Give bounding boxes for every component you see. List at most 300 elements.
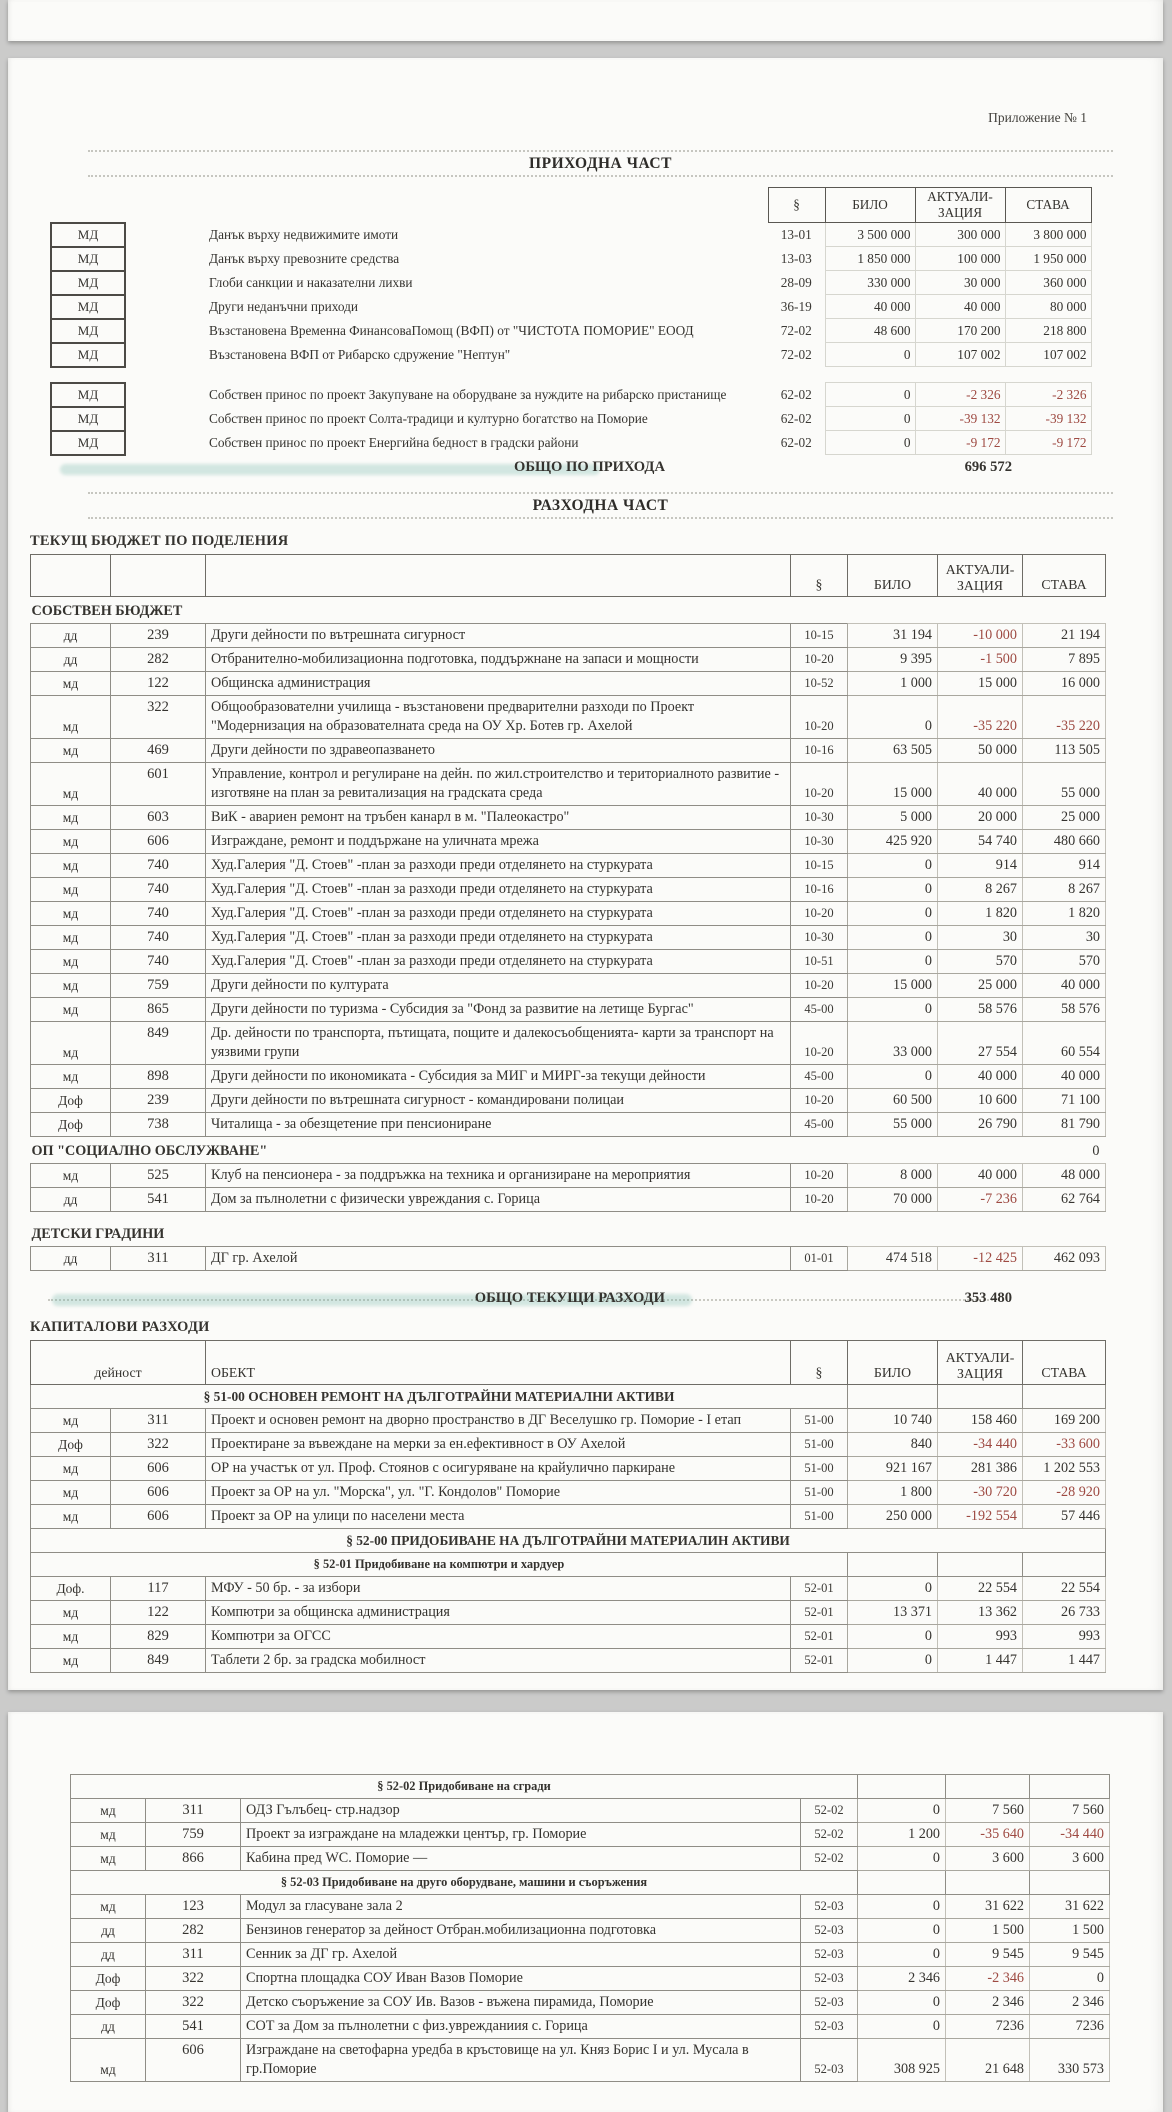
was-cell: 0 — [825, 383, 915, 407]
was-cell: 15 000 — [848, 973, 938, 997]
was-cell: 0 — [848, 1064, 938, 1088]
expense-row — [31, 1246, 1106, 1270]
activity-code-cell: 606 — [111, 1480, 206, 1504]
section-52-00 — [31, 1528, 1106, 1552]
activity-code-cell: 239 — [111, 623, 206, 647]
paragraph-cell: 52-01 — [791, 1624, 848, 1648]
dept-type-cell: мд — [31, 762, 111, 805]
stava-cell: 113 505 — [1023, 738, 1106, 762]
actualization-cell: 31 622 — [946, 1895, 1030, 1919]
section-stava-value: 0 — [1092, 1142, 1100, 1159]
section-label: § 52-02 Придобиване на сгради — [71, 1775, 858, 1799]
was-cell: 474 518 — [848, 1246, 938, 1270]
paragraph-cell: 51-00 — [791, 1432, 848, 1456]
paragraph-cell: 45-00 — [791, 1112, 848, 1136]
stava-cell: 218 800 — [1005, 319, 1091, 343]
desc-cell: Компютри за ОГСС — [206, 1624, 791, 1648]
actualization-cell: 2 346 — [946, 1991, 1030, 2015]
was-cell: 33 000 — [848, 1021, 938, 1064]
activity-code-cell: 740 — [111, 877, 206, 901]
dept-type-cell: мд — [31, 671, 111, 695]
actualization-cell: 570 — [938, 949, 1023, 973]
col-actualization — [938, 1340, 1023, 1384]
desc-cell: Собствен принос по проект Закупуване на оборудване за нуждите на рибарско пристанище — [209, 386, 727, 402]
was-cell: 70 000 — [848, 1187, 938, 1211]
stava-cell: 48 000 — [1023, 1163, 1106, 1187]
actualization-cell: 13 362 — [938, 1600, 1023, 1624]
revenue-row — [51, 295, 1091, 319]
paragraph-cell: 13-03 — [780, 250, 812, 266]
stava-cell: 22 554 — [1023, 1576, 1106, 1600]
actualization-cell: -35 640 — [946, 1823, 1030, 1847]
actualization-cell: -192 554 — [938, 1504, 1023, 1528]
stava-cell: 462 093 — [1023, 1246, 1106, 1270]
activity-code-cell: 117 — [111, 1576, 206, 1600]
desc-cell: СОТ за Дом за пълнолетни с физ.уврежданиия с. Горица — [241, 2015, 801, 2039]
paragraph-cell: 62-02 — [780, 386, 812, 402]
activity-code-cell: 322 — [146, 1967, 241, 1991]
desc-cell: Проект и основен ремонт на дворно пространство в ДГ Веселушко гр. Поморие - I етап — [206, 1408, 791, 1432]
dept-type-cell: Доф — [71, 1991, 146, 2015]
paragraph-cell: 10-15 — [791, 623, 848, 647]
stava-cell: -9 172 — [1005, 431, 1091, 455]
desc-cell: Други дейности по туризма - Субсидия за "Фонд за развитие на летище Бургас" — [206, 997, 791, 1021]
capital-row — [31, 1624, 1106, 1648]
capital-row — [31, 1480, 1106, 1504]
stava-cell: 30 — [1023, 925, 1106, 949]
desc-cell: Данък върху превозните средства — [209, 250, 400, 266]
actualization-cell: -12 425 — [938, 1246, 1023, 1270]
expense-row — [31, 695, 1106, 738]
stava-cell: 16 000 — [1023, 671, 1106, 695]
stava-cell: 1 950 000 — [1005, 247, 1091, 271]
actualization-cell: 170 200 — [915, 319, 1005, 343]
was-cell: 60 500 — [848, 1088, 938, 1112]
revenue-row — [51, 271, 1091, 295]
paragraph-cell: 51-00 — [791, 1408, 848, 1432]
activity-code-cell: 541 — [146, 2015, 241, 2039]
dept-type-cell: МД — [51, 247, 125, 271]
paragraph-cell: 10-20 — [791, 1163, 848, 1187]
section-52-01 — [31, 1552, 1106, 1576]
dept-type-cell: дд — [31, 1187, 111, 1211]
paragraph-cell: 72-02 — [780, 322, 812, 338]
current-expense-total-row — [30, 1287, 1113, 1313]
dept-type-cell: мд — [31, 805, 111, 829]
actualization-cell: -2 346 — [946, 1967, 1030, 1991]
desc-cell: Дом за пълнолетни с физически увреждания с. Горица — [206, 1187, 791, 1211]
col-object: ОБЕКТ — [206, 1340, 791, 1384]
actualization-cell: -1 500 — [938, 647, 1023, 671]
stava-cell: 8 267 — [1023, 877, 1106, 901]
was-cell: 0 — [848, 1624, 938, 1648]
dept-type-cell: мд — [31, 949, 111, 973]
capital-expense-table-continued — [70, 1774, 1110, 2082]
desc-cell: Възстановена Временна ФинансоваПомощ (ВФП) от "ЧИСТОТА ПОМОРИЕ" ЕООД — [209, 322, 694, 338]
annex-number: Приложение № 1 — [988, 110, 1087, 125]
dept-type-cell: МД — [51, 295, 125, 319]
actualization-cell: 281 386 — [938, 1456, 1023, 1480]
actualization-cell: -34 440 — [938, 1432, 1023, 1456]
page-content — [30, 150, 1113, 1673]
paragraph-cell: 10-30 — [791, 925, 848, 949]
dept-type-cell: МД — [51, 407, 125, 431]
section-kindergartens — [31, 1220, 1106, 1247]
expense-row — [31, 1112, 1106, 1136]
activity-code-cell: 322 — [111, 1432, 206, 1456]
was-cell: 0 — [848, 1576, 938, 1600]
activity-code-cell: 282 — [146, 1919, 241, 1943]
stava-cell: 62 764 — [1023, 1187, 1106, 1211]
expense-row — [31, 1163, 1106, 1187]
was-cell: 0 — [858, 2015, 946, 2039]
section-label: § 51-00 ОСНОВЕН РЕМОНТ НА ДЪЛГОТРАЙНИ МАТЕРИАЛНИ АКТИВИ — [31, 1384, 848, 1408]
stava-cell: 31 622 — [1030, 1895, 1110, 1919]
revenue-row — [51, 223, 1091, 247]
desc-cell: Управление, контрол и регулиране на дейн. по жил.строителство и териториалното развитие - изготвяне на план за ревитализация на градската среда — [206, 762, 791, 805]
stava-cell: 7236 — [1030, 2015, 1110, 2039]
desc-cell: Худ.Галерия "Д. Стоев" -план за разходи преди отделянето на стуркурата — [206, 901, 791, 925]
stava-cell: 60 554 — [1023, 1021, 1106, 1064]
activity-code-cell: 740 — [111, 901, 206, 925]
activity-code-cell: 606 — [111, 1504, 206, 1528]
section-social-services — [31, 1136, 1106, 1163]
was-cell: 0 — [848, 1648, 938, 1672]
stava-cell: 9 545 — [1030, 1943, 1110, 1967]
paragraph-cell: 62-02 — [780, 434, 812, 450]
dept-type-cell: МД — [51, 223, 125, 247]
capital-row — [71, 1943, 1110, 1967]
revenue-total-label: ОБЩО ПО ПРИХОДА — [514, 458, 665, 475]
section-label: ОП "СОЦИАЛНО ОБСЛУЖВАНЕ" — [31, 1142, 268, 1159]
dept-type-cell: мд — [71, 1799, 146, 1823]
dept-type-cell: МД — [51, 431, 125, 455]
activity-code-cell: 282 — [111, 647, 206, 671]
actualization-cell: 10 600 — [938, 1088, 1023, 1112]
col-stava: СТАВА — [1023, 554, 1106, 596]
stava-cell: -2 326 — [1005, 383, 1091, 407]
activity-code-cell: 123 — [146, 1895, 241, 1919]
activity-code-cell: 606 — [111, 829, 206, 853]
desc-cell: Отбранително-мобилизационна подготовка, поддържнане на запаси и мощности — [206, 647, 791, 671]
next-budget-page — [8, 1712, 1163, 2112]
revenue-total-row — [30, 456, 1113, 482]
stava-cell: 26 733 — [1023, 1600, 1106, 1624]
paragraph-cell: 10-15 — [791, 853, 848, 877]
computer-acquisition-rows — [31, 1576, 1106, 1672]
capital-row — [71, 2015, 1110, 2039]
actualization-cell: 8 267 — [938, 877, 1023, 901]
expense-row — [31, 1021, 1106, 1064]
was-cell: 5 000 — [848, 805, 938, 829]
activity-code-cell: 239 — [111, 1088, 206, 1112]
desc-cell: Собствен принос по проект Енергийна бедност в градски райони — [209, 434, 579, 450]
stava-cell: 3 600 — [1030, 1847, 1110, 1871]
desc-cell: Общообразователни училища - възстановени предварителни разходи по Проект "Модернизация на образователната среда на ОУ Хр. Ботев гр. Ахелой — [206, 695, 791, 738]
dept-type-cell: Доф — [31, 1088, 111, 1112]
capital-row — [71, 1847, 1110, 1871]
desc-cell: Сенник за ДГ гр. Ахелой — [241, 1943, 801, 1967]
desc-cell: Худ.Галерия "Д. Стоев" -план за разходи преди отделянето на стуркурата — [206, 949, 791, 973]
stava-cell: 71 100 — [1023, 1088, 1106, 1112]
was-cell: 1 000 — [848, 671, 938, 695]
was-cell: 0 — [848, 695, 938, 738]
expense-row — [31, 973, 1106, 997]
revenue-row — [51, 407, 1091, 431]
activity-code-cell: 606 — [111, 1456, 206, 1480]
was-cell: 921 167 — [848, 1456, 938, 1480]
own-budget-rows — [31, 623, 1106, 1136]
actualization-cell: 100 000 — [915, 247, 1005, 271]
dept-type-cell: мд — [31, 1163, 111, 1187]
current-expense-total-label: ОБЩО ТЕКУЩИ РАЗХОДИ — [474, 1289, 665, 1306]
paragraph-cell: 10-52 — [791, 671, 848, 695]
dept-type-cell: дд — [71, 1943, 146, 1967]
actualization-cell: 58 576 — [938, 997, 1023, 1021]
activity-code-cell: 898 — [111, 1064, 206, 1088]
dept-type-cell: мд — [31, 1480, 111, 1504]
stava-cell: 58 576 — [1023, 997, 1106, 1021]
desc-cell: ВиК - авариен ремонт на тръбен канарл в м. "Палеокастро" — [206, 805, 791, 829]
was-cell: 0 — [848, 997, 938, 1021]
actualization-cell: 40 000 — [938, 1163, 1023, 1187]
dept-type-cell: дд — [71, 2015, 146, 2039]
dept-type-cell: МД — [51, 343, 125, 367]
desc-cell: Детско съоръжение за СОУ Ив. Вазов - въжена пирамида, Поморие — [241, 1991, 801, 2015]
was-cell: 15 000 — [848, 762, 938, 805]
dept-type-cell: мд — [31, 1624, 111, 1648]
paragraph-cell: 45-00 — [791, 1064, 848, 1088]
was-cell: 55 000 — [848, 1112, 938, 1136]
expense-row — [31, 805, 1106, 829]
was-cell: 1 850 000 — [825, 247, 915, 271]
paragraph-cell: 52-02 — [801, 1847, 858, 1871]
col-actualization-line1: АКТУАЛИ- — [927, 189, 993, 204]
revenue-rows — [51, 223, 1091, 367]
actualization-cell: 27 554 — [938, 1021, 1023, 1064]
dept-type-cell: Доф — [31, 1112, 111, 1136]
capital-row — [31, 1504, 1106, 1528]
col-paragraph: § — [768, 188, 825, 223]
col-actualization-line1: АКТУАЛИ- — [945, 1349, 1015, 1365]
actualization-cell: 1 500 — [946, 1919, 1030, 1943]
paragraph-cell: 52-03 — [801, 2039, 858, 2082]
desc-cell: Други дейности по вътрешната сигурност — [206, 623, 791, 647]
actualization-cell: 15 000 — [938, 671, 1023, 695]
section-label: § 52-03 Придобиване на друго оборудване, машини и съоръжения — [71, 1871, 858, 1895]
was-cell: 0 — [858, 1799, 946, 1823]
actualization-cell: 50 000 — [938, 738, 1023, 762]
expense-row — [31, 925, 1106, 949]
dept-type-cell: мд — [31, 877, 111, 901]
activity-code-cell: 322 — [111, 695, 206, 738]
section-52-02 — [71, 1775, 1110, 1799]
was-cell: 0 — [848, 925, 938, 949]
paragraph-cell: 52-03 — [801, 1895, 858, 1919]
stava-cell: 25 000 — [1023, 805, 1106, 829]
desc-cell: Модул за гласуване зала 2 — [241, 1895, 801, 1919]
actualization-cell: 158 460 — [938, 1408, 1023, 1432]
dept-type-cell: мд — [71, 1823, 146, 1847]
actualization-cell: -10 000 — [938, 623, 1023, 647]
activity-code-cell: 866 — [146, 1847, 241, 1871]
expense-row — [31, 829, 1106, 853]
dept-type-cell: мд — [31, 738, 111, 762]
actualization-cell: 22 554 — [938, 1576, 1023, 1600]
desc-cell: Худ.Галерия "Д. Стоев" -план за разходи преди отделянето на стуркурата — [206, 853, 791, 877]
actualization-cell: 54 740 — [938, 829, 1023, 853]
was-cell: 3 500 000 — [825, 223, 915, 247]
paragraph-cell: 52-03 — [801, 1991, 858, 2015]
activity-code-cell: 322 — [146, 1991, 241, 2015]
desc-cell: Худ.Галерия "Д. Стоев" -план за разходи преди отделянето на стуркурата — [206, 877, 791, 901]
col-activity: дейност — [31, 1340, 206, 1384]
col-stava: СТАВА — [1005, 188, 1091, 223]
expense-row — [31, 853, 1106, 877]
dept-type-cell: дд — [31, 647, 111, 671]
dept-type-cell: мд — [71, 1895, 146, 1919]
current-budget-subtitle: ТЕКУЩ БЮДЖЕТ ПО ПОДЕЛЕНИЯ — [30, 532, 289, 549]
desc-cell: Клуб на пенсионера - за поддръжка на техника и организиране на мероприятия — [206, 1163, 791, 1187]
was-cell: 0 — [848, 949, 938, 973]
paragraph-cell: 52-02 — [801, 1823, 858, 1847]
expense-row — [31, 949, 1106, 973]
capital-row — [71, 1799, 1110, 1823]
was-cell: 9 395 — [848, 647, 938, 671]
spacer-cell — [125, 383, 205, 407]
was-cell: 63 505 — [848, 738, 938, 762]
actualization-cell: 40 000 — [938, 762, 1023, 805]
col-was: БИЛО — [848, 554, 938, 596]
stava-cell: -28 920 — [1023, 1480, 1106, 1504]
desc-cell: Проект за ОР на улици по населени места — [206, 1504, 791, 1528]
paragraph-cell: 51-00 — [791, 1504, 848, 1528]
activity-code-cell: 740 — [111, 853, 206, 877]
stava-cell: 330 573 — [1030, 2039, 1110, 2082]
paragraph-cell: 10-51 — [791, 949, 848, 973]
desc-cell: Данък върху недвижимите имоти — [209, 226, 399, 242]
was-cell: 0 — [848, 853, 938, 877]
dept-type-cell: МД — [51, 319, 125, 343]
desc-cell: Изграждане на светофарна уредба в кръстовище на ул. Княз Борис I и ул. Мусала в гр.Поморие — [241, 2039, 801, 2082]
page-content — [70, 1770, 1123, 2082]
was-cell: 0 — [858, 1895, 946, 1919]
paragraph-cell: 01-01 — [791, 1246, 848, 1270]
dept-type-cell: МД — [51, 271, 125, 295]
activity-code-cell: 606 — [146, 2039, 241, 2082]
capital-row — [71, 1823, 1110, 1847]
stava-cell: 1 202 553 — [1023, 1456, 1106, 1480]
paragraph-cell: 10-20 — [791, 1021, 848, 1064]
capital-row — [31, 1432, 1106, 1456]
actualization-cell: -7 236 — [938, 1187, 1023, 1211]
desc-cell: Други неданъчни приходи — [209, 298, 358, 314]
col-actualization-line1: АКТУАЛИ- — [945, 561, 1015, 577]
revenue-table — [50, 187, 1092, 456]
revenue-row — [51, 383, 1091, 407]
capital-row — [31, 1408, 1106, 1432]
actualization-cell: -35 220 — [938, 695, 1023, 738]
activity-code-cell: 740 — [111, 925, 206, 949]
paragraph-cell: 45-00 — [791, 997, 848, 1021]
section-label: СОБСТВЕН БЮДЖЕТ — [31, 602, 183, 619]
dept-type-cell: МД — [51, 383, 125, 407]
expense-row — [31, 1187, 1106, 1211]
dept-type-cell: мд — [71, 2039, 146, 2082]
actualization-cell: 30 — [938, 925, 1023, 949]
previous-page-fragment — [8, 0, 1163, 41]
stava-cell: -34 440 — [1030, 1823, 1110, 1847]
capital-row — [31, 1600, 1106, 1624]
was-cell: 840 — [848, 1432, 938, 1456]
paragraph-cell: 10-20 — [791, 695, 848, 738]
current-expense-table — [30, 554, 1106, 1271]
actualization-cell: 3 600 — [946, 1847, 1030, 1871]
paragraph-cell: 10-16 — [791, 877, 848, 901]
was-cell: 250 000 — [848, 1504, 938, 1528]
dept-type-cell: мд — [31, 1648, 111, 1672]
activity-code-cell: 829 — [111, 1624, 206, 1648]
desc-cell: Глоби санкции и наказателни лихви — [209, 274, 413, 290]
dept-type-cell: мд — [31, 997, 111, 1021]
actualization-cell: 25 000 — [938, 973, 1023, 997]
paragraph-cell: 10-20 — [791, 1088, 848, 1112]
dept-type-cell: дд — [71, 1919, 146, 1943]
activity-code-cell: 601 — [111, 762, 206, 805]
capital-table-header — [31, 1340, 1106, 1384]
col-actualization — [938, 554, 1023, 596]
spacer-cell — [125, 431, 205, 455]
expense-row — [31, 997, 1106, 1021]
was-cell: 1 800 — [848, 1480, 938, 1504]
paragraph-cell: 10-20 — [791, 901, 848, 925]
section-own-budget — [31, 596, 1106, 623]
activity-code-cell: 759 — [111, 973, 206, 997]
activity-code-cell: 122 — [111, 1600, 206, 1624]
kindergarten-rows — [31, 1246, 1106, 1270]
paragraph-cell: 52-01 — [791, 1600, 848, 1624]
section-label: § 52-00 ПРИДОБИВАНЕ НА ДЪЛГОТРАЙНИ МАТЕРИАЛИН АКТИВИ — [31, 1528, 1106, 1552]
was-cell: 0 — [858, 1919, 946, 1943]
section-label: § 52-01 Придобиване на компютри и хардуер — [31, 1552, 848, 1576]
activity-code-cell: 740 — [111, 949, 206, 973]
spacer-cell — [125, 343, 205, 367]
social-service-rows — [31, 1163, 1106, 1211]
desc-cell: Читалища - за обезщетение при пенсиониране — [206, 1112, 791, 1136]
desc-cell: Таблети 2 бр. за градска мобилност — [206, 1648, 791, 1672]
was-cell: 425 920 — [848, 829, 938, 853]
was-cell: 0 — [858, 1943, 946, 1967]
paragraph-cell: 36-19 — [780, 298, 812, 314]
actualization-cell: 300 000 — [915, 223, 1005, 247]
dept-type-cell: мд — [31, 1021, 111, 1064]
paragraph-cell: 28-09 — [780, 274, 812, 290]
activity-code-cell: 849 — [111, 1648, 206, 1672]
dept-type-cell: мд — [31, 1456, 111, 1480]
was-cell: 2 346 — [858, 1967, 946, 1991]
revenue-own-contribution-rows — [51, 383, 1091, 455]
desc-cell: Бензинов генератор за дейност Отбран.мобилизационна подготовка — [241, 1919, 801, 1943]
capital-expense-title: КАПИТАЛОВИ РАЗХОДИ — [30, 1318, 210, 1335]
capital-row — [71, 1895, 1110, 1919]
current-expense-total-value: 353 480 — [964, 1289, 1012, 1306]
capital-row — [31, 1456, 1106, 1480]
stava-cell: -35 220 — [1023, 695, 1106, 738]
activity-code-cell: 541 — [111, 1187, 206, 1211]
desc-cell: Други дейности по здравеопазването — [206, 738, 791, 762]
activity-code-cell: 122 — [111, 671, 206, 695]
revenue-row — [51, 431, 1091, 455]
